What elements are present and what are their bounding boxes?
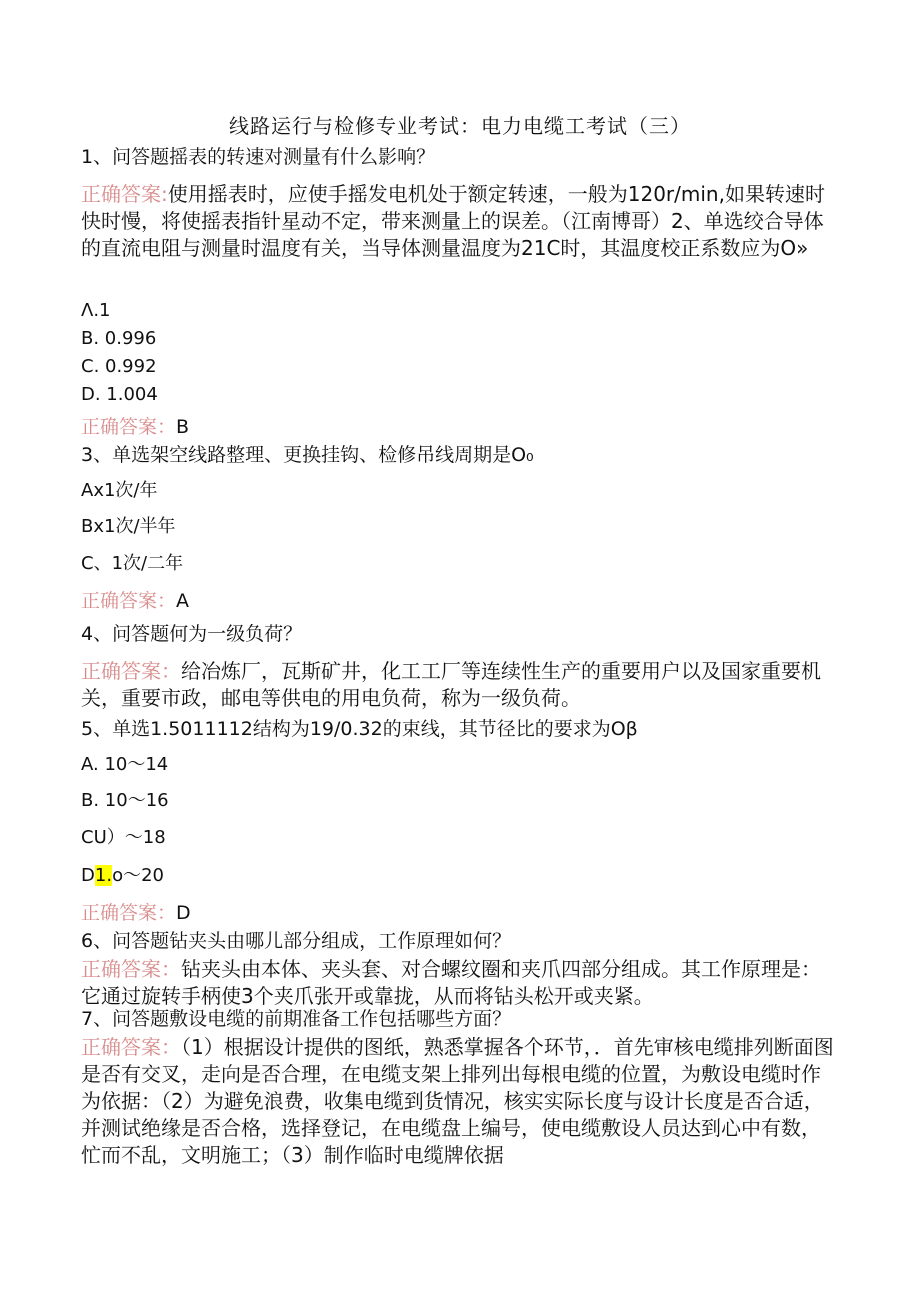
q2-option-b: B. 0.996: [81, 328, 157, 349]
q5-option-d-rest: o～20: [112, 865, 164, 886]
answer-6: [81, 956, 836, 1010]
q2-option-d: D. 1.004: [81, 384, 158, 405]
answer-label: 正确答案：: [81, 416, 177, 438]
q3-option-b: Bx1次/半年: [81, 516, 176, 537]
answer-2-text: B: [176, 416, 190, 438]
question-5: 5、单选1.5011112结构为19/0.32的束线，其节径比的要求为Oβ: [81, 718, 638, 740]
answer-7-text: （1）根据设计提供的图纸，熟悉掌握各个环节，．首先审核电缆排列断面图是否有交叉，走向是否合理，在电缆支架上排列出每根电缆的位置，为敷设电缆时作为依据：（2）为避免浪费，收集电缆到货情况，核实实际长度与设计长度是否合适，并测试绝缘是否合格，选择登记，在电缆盘上编号，使电缆敷设人员达到心中有数，忙而不乱，文明施工；（3）制作临时电缆牌依据: [81, 1035, 834, 1167]
answer-4: [81, 658, 836, 712]
q3-option-c: C、1次/二年: [81, 553, 184, 574]
question-7: 7、问答题敷设电缆的前期准备工作包括哪些方面？: [81, 1008, 512, 1030]
answer-label: 正确答案：: [81, 590, 177, 612]
q5-option-d: [81, 863, 164, 888]
q2-option-a: Λ.1: [81, 300, 111, 321]
q2-option-c: C. 0.992: [81, 356, 157, 377]
answer-4-text: 给冶炼厂，瓦斯矿井，化工工厂等连续性生产的重要用户以及国家重要机关，重要市政，邮电等供电的用电负荷，称为一级负荷。: [81, 659, 821, 710]
answer-2: [81, 414, 189, 441]
q3-option-a: Ax1次/年: [81, 480, 158, 501]
answer-label: 正确答案:: [81, 182, 168, 206]
question-3: 3、单选架空线路整理、更换挂钩、检修吊线周期是O₀: [81, 444, 534, 466]
answer-label: 正确答案：: [81, 902, 177, 924]
question-1: 1、问答题摇表的转速对测量有什么影响？: [81, 146, 436, 168]
answer-5-text: D: [176, 902, 191, 924]
highlighted-text: 1.: [94, 865, 113, 886]
answer-label: 正确答案：: [81, 1035, 181, 1059]
answer-1-text: 使用摇表时，应使手摇发电机处于额定转速，一般为120r/min,如果转速时快时慢，将使摇表指针星动不定，带来测量上的误差。（江南博哥）2、单选绞合导体的直流电阻与测量时温度有关，当导体测量温度为21C时，其温度校正系数应为O»: [81, 182, 825, 260]
answer-label: 正确答案：: [81, 957, 181, 981]
q5-option-d-prefix: D: [81, 865, 95, 886]
question-4: 4、问答题何为一级负荷？: [81, 623, 303, 645]
q5-option-b: B. 10～16: [81, 790, 169, 811]
answer-3: [81, 588, 189, 615]
answer-7: [81, 1034, 836, 1169]
q5-option-c: CU）～18: [81, 827, 166, 848]
answer-3-text: A: [176, 590, 190, 612]
question-6: 6、问答题钻夹头由哪儿部分组成，工作原理如何？: [81, 930, 512, 952]
answer-6-text: 钻夹头由本体、夹头套、对合螺纹圈和夹爪四部分组成。其工作原理是：它通过旋转手柄使3个夹爪张开或靠拢，从而将钻头松开或夹紧。: [81, 957, 821, 1008]
answer-label: 正确答案：: [81, 659, 181, 683]
document-title: 线路运行与检修专业考试：电力电缆工考试（三）: [229, 114, 691, 138]
answer-1: [81, 181, 836, 262]
q5-option-a: A. 10～14: [81, 754, 169, 775]
answer-5: [81, 900, 191, 927]
